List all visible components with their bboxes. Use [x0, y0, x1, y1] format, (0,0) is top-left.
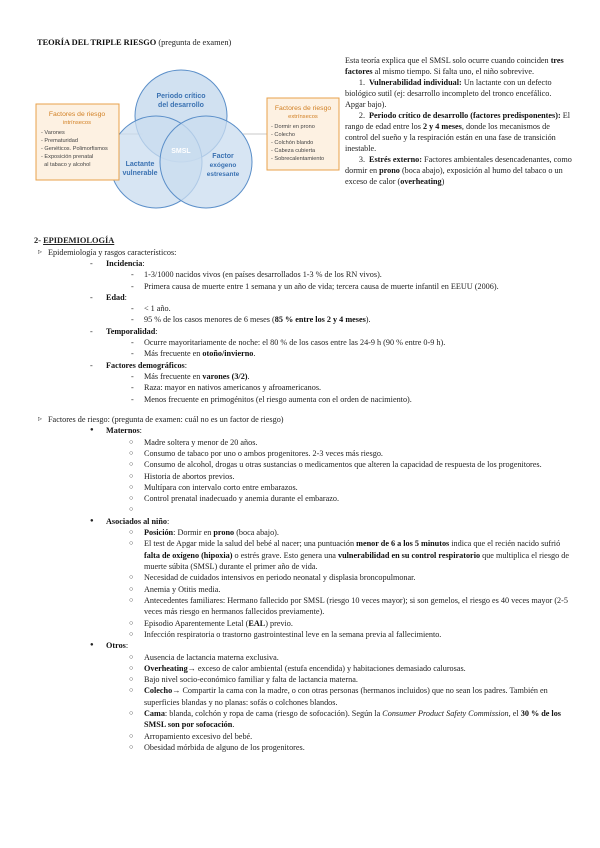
list-item: ○ Ausencia de lactancia materna exclusiva. [34, 652, 574, 663]
others-heading: ● Otros: [34, 640, 574, 651]
list-item: ○ Colecho→ Compartir la cama con la madre, o con otras personas (hermanos incluidos) que no sean los padres. También en superficies blandas y no planas: sofás o colchones blandos. [34, 685, 574, 708]
extrinsic-item: - Dormir en prono [271, 124, 315, 130]
list-item: ○ Posición: Dormir en prono (boca abajo). [34, 527, 574, 538]
list-item: ○ Cama: blanda, colchón y ropa de cama (riesgo de sofocación). Según la Consumer Product Safety Commission, el 30 % de los SMSL son por sofocación. [34, 708, 574, 731]
temporality-heading: - Temporalidad: [34, 326, 574, 337]
extrinsic-item: - Cabeza cubierta [271, 148, 316, 154]
list-item: ○ Arropamiento excesivo del bebé. [34, 731, 574, 742]
label-stressor-3: estresante [206, 171, 240, 178]
list-item: ○ El test de Apgar mide la salud del bebé al nacer; una puntuación menor de 6 a los 5 minutos indica que el recién nacido sufrió falta de oxígeno (hipoxia) o estrés grave. Esto genera una vulnerabilidad en su control respiratorio que multiplica el riesgo de muerte súbita (SMSL) durante el primer año de vida. [34, 538, 574, 572]
list-item: ○ Historia de abortos previos. [34, 471, 574, 482]
list-item: ○ Multípara con intervalo corto entre embarazos. [34, 482, 574, 493]
incidence-heading: - Incidencia: [34, 258, 574, 269]
list-item: ○ Overheating→ exceso de calor ambiental (estufa encendida) y habitaciones demasiado calurosas. [34, 663, 574, 674]
label-smsl-center: SMSL [171, 148, 191, 155]
extrinsic-item: - Colchón blando [271, 140, 314, 146]
intrinsic-item: - Prematuridad [41, 138, 78, 144]
maternal-heading: ● Maternos: [34, 425, 574, 436]
factor-3: 3. Estrés externo: Factores ambientales desencadenantes, como dormir en prono (boca abajo), exposición al humo del tabaco o un exceso de calor (overheating) [345, 154, 572, 186]
list-item: - < 1 año. [34, 303, 574, 314]
epidemiology-section [34, 235, 574, 753]
factor-2: 2. Periodo crítico de desarrollo (factores predisponentes): El rango de edad entre los 2 y 4 meses, donde los mecanismos de control del sueño y la respiración están en una fase de transición inestable. [345, 110, 571, 153]
intrinsic-item: al tabaco y alcohol [41, 162, 91, 168]
list-item: ○ Infección respiratoria o trastorno gastrointestinal leve en la semana previa al fallecimiento. [34, 629, 574, 640]
risk-factors-subheading: ▹ Factores de riesgo: (pregunta de examen: cuál no es un factor de riesgo) [34, 414, 574, 425]
list-item: - 95 % de los casos menores de 6 meses (85 % entre los 2 y 4 meses). [34, 314, 574, 325]
empty-list-item [34, 504, 574, 515]
age-heading: - Edad: [34, 292, 574, 303]
list-item: - 1-3/1000 nacidos vivos (en países desarrollados 1-3 % de los RN vivos). [34, 269, 574, 280]
list-item: - Raza: mayor en nativos americanos y afroamericanos. [34, 382, 574, 393]
extrinsic-title-1: Factores de riesgo [274, 105, 332, 112]
list-item: ○ Necesidad de cuidados intensivos en periodo neonatal y displasia broncopulmonar. [34, 572, 574, 583]
intro-paragraph: Esta teoría explica que el SMSL solo ocurre cuando coinciden tres factores al mismo tiempo. Si falta uno, el niño sobrevive. [345, 56, 564, 76]
triple-risk-diagram [18, 54, 343, 239]
list-item: ○ Madre soltera y menor de 20 años. [34, 437, 574, 448]
infant-heading: ● Asociados al niño: [34, 516, 574, 527]
list-item: - Ocurre mayoritariamente de noche: el 80 % de los casos entre las 24-9 h (90 % entre 0-9 h). [34, 337, 574, 348]
list-item: ○ Antecedentes familiares: Hermano fallecido por SMSL (riesgo 10 veces mayor); si son gemelos, el riesgo es 40 veces mayor (2-5 veces más riesgo en hermanos fallecidos previamente). [34, 595, 574, 618]
demographic-heading: - Factores demográficos: [34, 360, 574, 371]
extrinsic-item: - Colecho [271, 132, 295, 138]
list-item: ○ Obesidad mórbida de alguno de los progenitores. [34, 742, 574, 753]
list-item: - Más frecuente en otoño/invierno. [34, 348, 574, 359]
list-item: ○ Episodio Aparentemente Letal (EAL) previo. [34, 618, 574, 629]
list-item: ○ Consumo de alcohol, drogas u otras sustancias o medicamentos que alteren la capacidad de respuesta de los progenitores. [34, 459, 574, 470]
intrinsic-item: - Varones [41, 130, 65, 136]
list-item: ○ Control prenatal inadecuado y anemia durante el embarazo. [34, 493, 574, 504]
extrinsic-item: - Sobrecalentamiento [271, 156, 325, 162]
intrinsic-item: - Genéticos. Polimorfismos [41, 146, 108, 152]
list-item: ○ Bajo nivel socio-económico familiar y falta de lactancia materna. [34, 674, 574, 685]
list-item: - Más frecuente en varones (3/2). [34, 371, 574, 382]
intrinsic-title-1: Factores de riesgo [48, 111, 106, 118]
label-critical-period-2: del desarrollo [158, 102, 204, 109]
intrinsic-title-2: intrínsecos [62, 120, 92, 126]
theory-explanation [345, 56, 573, 188]
list-item: - Menos frecuente en primogénitos (el riesgo aumenta con el orden de nacimiento). [34, 394, 574, 405]
label-vulnerable-2: vulnerable [122, 170, 158, 177]
page-title: TEORÍA DEL TRIPLE RIESGO (pregunta de examen) [37, 38, 232, 47]
intrinsic-item: - Exposición prenatal [41, 154, 94, 160]
section-heading: 2- EPIDEMIOLOGÍA [34, 236, 115, 245]
list-item: - Primera causa de muerte entre 1 semana y un año de vida; tercera causa de muerte infantil en EEUU (2006). [34, 281, 574, 292]
label-stressor-1: Factor [212, 153, 234, 160]
label-critical-period-1: Periodo crítico [156, 93, 206, 100]
factor-1: 1. Vulnerabilidad individual: Un lactante con un defecto biológico sutil (ej: desarrollo incompleto del tronco encefálico. Apgar bajo). [345, 77, 552, 109]
list-item: ○ Consumo de tabaco por uno o ambos progenitores. 2-3 veces más riesgo. [34, 448, 574, 459]
label-vulnerable-1: Lactante [125, 161, 155, 168]
epi-subheading: ▹ Epidemiología y rasgos característicos: [34, 247, 574, 258]
extrinsic-title-2: extrínsecos [288, 114, 318, 120]
label-stressor-2: exógeno [209, 162, 237, 169]
list-item: ○ Anemia y Otitis media. [34, 584, 574, 595]
circle-exogenous-stressor [160, 116, 252, 208]
